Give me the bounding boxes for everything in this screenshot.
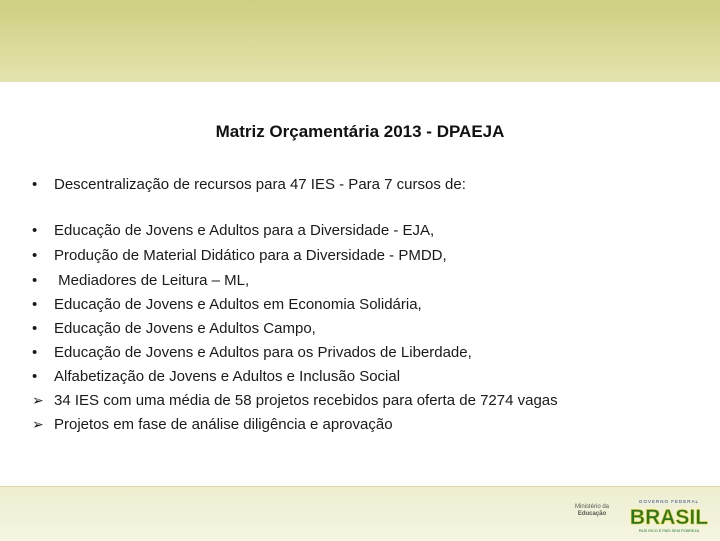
list-item-text: Educação de Jovens e Adultos Campo, (54, 320, 316, 337)
header-band (0, 0, 720, 82)
ministry-logo (572, 504, 612, 528)
list-item-text: Educação de Jovens e Adultos para a Diversidade - EJA, (54, 222, 435, 239)
brasil-bottom-text: PAÍS RICO É PAÍS SEM POBREZA (638, 529, 700, 533)
ministry-line: Ministério da (574, 504, 609, 510)
arrow-icon: ➢ (32, 392, 44, 408)
bullet-marker: • (32, 320, 38, 337)
list-item (32, 320, 316, 337)
arrow-icon: ➢ (32, 416, 44, 432)
brasil-word: BRASIL (629, 506, 709, 529)
list-item (32, 344, 472, 361)
list-item (32, 368, 400, 385)
bullet-marker: • (32, 222, 38, 239)
list-item-text: Produção de Material Didático para a Diversidade - PMDD, (54, 247, 447, 264)
intro-text: Descentralização de recursos para 47 IES - Para 7 cursos de: (54, 176, 466, 193)
list-item-text: Alfabetização de Jovens e Adultos e Inclusão Social (54, 368, 401, 385)
slide-title: Matriz Orçamentária 2013 - DPAEJA (215, 122, 505, 141)
ministry-line: Educação (577, 511, 607, 517)
intro-line (32, 176, 466, 193)
brasil-top-text: GOVERNO FEDERAL (638, 499, 700, 504)
list-item-text: Educação de Jovens e Adultos em Economia Solidária, (54, 296, 422, 313)
bullet-marker: • (32, 368, 38, 385)
bullet-marker: • (32, 272, 38, 289)
list-item (32, 272, 249, 289)
arrow-item-text: 34 IES com uma média de 58 projetos recebidos para oferta de 7274 vagas (54, 392, 558, 409)
list-item-text: Mediadores de Leitura – ML, (54, 272, 250, 289)
bullet-marker: • (32, 344, 38, 361)
arrow-item (32, 392, 558, 409)
bullet-marker: • (32, 296, 38, 313)
bullet-marker: • (32, 176, 38, 193)
list-item (32, 222, 434, 239)
footer-band (0, 486, 720, 541)
list-item-text: Educação de Jovens e Adultos para os Privados de Liberdade, (54, 344, 472, 361)
list-item (32, 247, 447, 264)
list-item (32, 296, 422, 313)
bullet-marker: • (32, 247, 38, 264)
arrow-item-text: Projetos em fase de análise diligência e aprovação (54, 416, 393, 433)
brasil-logo (628, 497, 710, 535)
arrow-item (32, 416, 393, 433)
